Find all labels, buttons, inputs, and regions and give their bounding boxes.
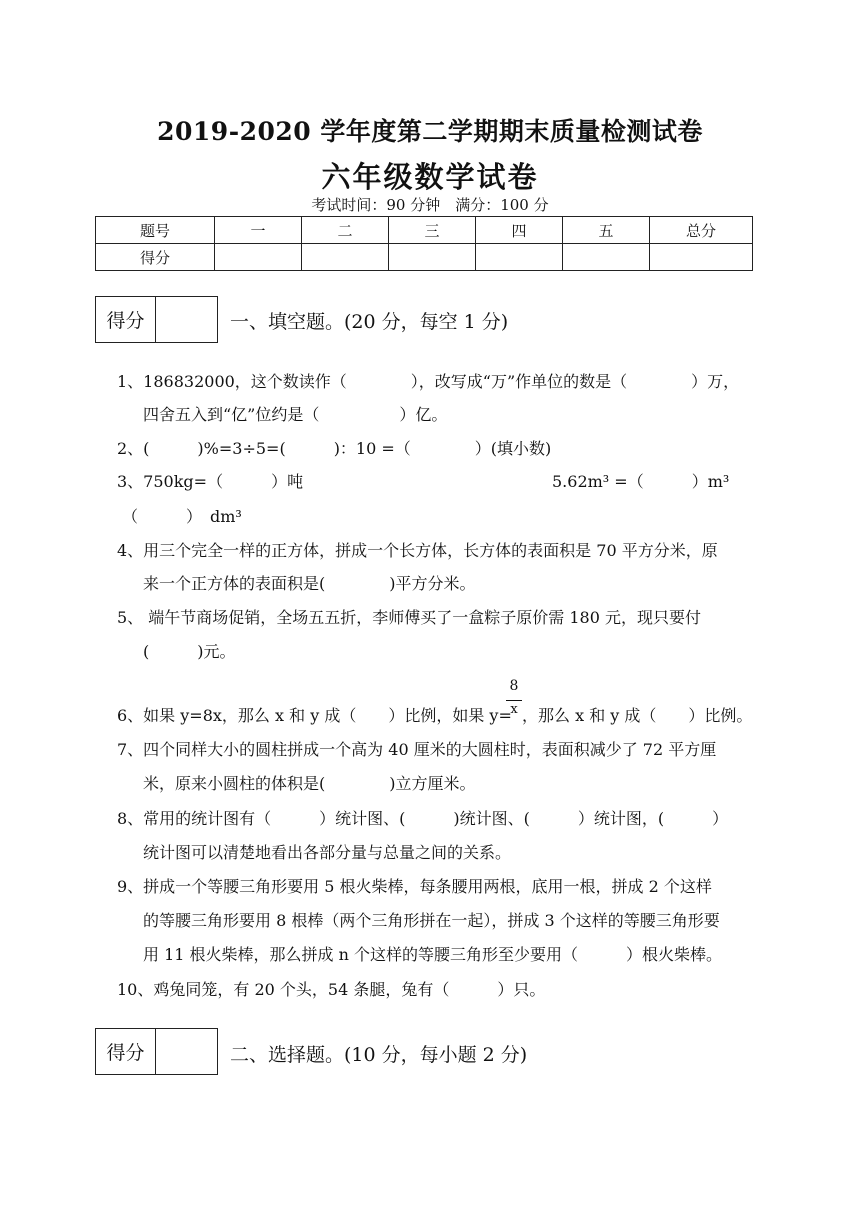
section2-score-box — [95, 1028, 218, 1075]
question-3-part-c: （ ） dm³ — [122, 507, 242, 526]
question-4-line-1: 4、用三个完全一样的正方体，拼成一个长方体，长方体的表面积是 70 平方分米，原 — [117, 541, 718, 560]
question-4-line-2: 来一个正方体的表面积是( )平方分米。 — [143, 574, 476, 593]
section2-score-label: 得分 — [96, 1029, 156, 1074]
section1-score-label: 得分 — [96, 297, 156, 342]
section1-score-box — [95, 296, 218, 343]
question-1-line-2: 四舍五入到“亿”位约是（ ）亿。 — [143, 405, 448, 424]
score-row-label: 得分 — [96, 244, 215, 271]
score-header-cell: 一 — [215, 217, 302, 244]
score-header-cell: 三 — [389, 217, 476, 244]
score-cell[interactable] — [389, 244, 476, 271]
question-3-part-b: 5.62m³ =（ ）m³ — [552, 472, 730, 491]
exam-subtitle: 六年级数学试卷 — [321, 160, 539, 194]
score-header-cell: 二 — [302, 217, 389, 244]
score-cell[interactable] — [302, 244, 389, 271]
score-table-header-row — [96, 217, 753, 244]
question-7-line-2: 米，原来小圆柱的体积是( )立方厘米。 — [143, 774, 476, 793]
score-cell[interactable] — [650, 244, 753, 271]
question-5-line-2: ( )元。 — [143, 642, 236, 661]
question-9-line-2: 的等腰三角形要用 8 根棒（两个三角形拼在一起），拼成 3 个这样的等腰三角形要 — [143, 911, 720, 930]
section2-title: 二、选择题。(10 分，每小题 2 分) — [230, 1044, 528, 1066]
score-table — [95, 216, 753, 271]
score-cell[interactable] — [563, 244, 650, 271]
question-6-part-a: 6、如果 y=8x，那么 x 和 y 成（ ）比例，如果 y= — [117, 706, 512, 725]
question-6-fraction-denominator: x — [510, 702, 518, 717]
section1-title: 一、填空题。(20 分，每空 1 分) — [230, 311, 509, 333]
exam-title: 2019-2020 学年度第二学期期末质量检测试卷 — [157, 117, 703, 146]
score-header-cell: 总分 — [650, 217, 753, 244]
score-header-cell: 四 — [476, 217, 563, 244]
question-9-line-3: 用 11 根火柴棒，那么拼成 n 个这样的等腰三角形至少要用（ ）根火柴棒。 — [143, 945, 723, 964]
question-6-fraction-bar — [506, 700, 522, 701]
question-7-line-1: 7、四个同样大小的圆柱拼成一个高为 40 厘米的大圆柱时，表面积减少了 72 平方厘 — [117, 740, 717, 759]
question-1-line-1: 1、186832000，这个数读作（ ），改写成“万”作单位的数是（ ）万， — [117, 372, 740, 391]
question-2: 2、( )%=3÷5=( )：10 =（ ）(填小数) — [117, 439, 552, 458]
score-header-cell: 五 — [563, 217, 650, 244]
question-6-fraction-numerator: 8 — [509, 678, 519, 694]
score-table-score-row — [96, 244, 753, 271]
question-8-line-1: 8、常用的统计图有（ ）统计图、( )统计图、( ）统计图，( ） — [117, 809, 729, 828]
score-cell[interactable] — [476, 244, 563, 271]
question-3-part-a: 3、750kg=（ ）吨 — [117, 472, 304, 491]
score-cell[interactable] — [215, 244, 302, 271]
question-8-line-2: 统计图可以清楚地看出各部分量与总量之间的关系。 — [143, 843, 512, 862]
section2-score-field[interactable] — [156, 1029, 217, 1074]
section1-score-field[interactable] — [156, 297, 217, 342]
question-9-line-1: 9、拼成一个等腰三角形要用 5 根火柴棒，每条腰用两根，底用一根，拼成 2 个这样 — [117, 877, 712, 896]
exam-info: 考试时间：90 分钟 满分：100 分 — [311, 196, 549, 214]
question-5-line-1: 5、 端午节商场促销，全场五五折，李师傅买了一盒粽子原价需 180 元，现只要付 — [117, 608, 701, 627]
question-6-part-b: ，那么 x 和 y 成（ ）比例。 — [522, 706, 753, 725]
question-10: 10、鸡兔同笼，有 20 个头，54 条腿，兔有（ ）只。 — [117, 980, 546, 999]
score-header-cell: 题号 — [96, 217, 215, 244]
